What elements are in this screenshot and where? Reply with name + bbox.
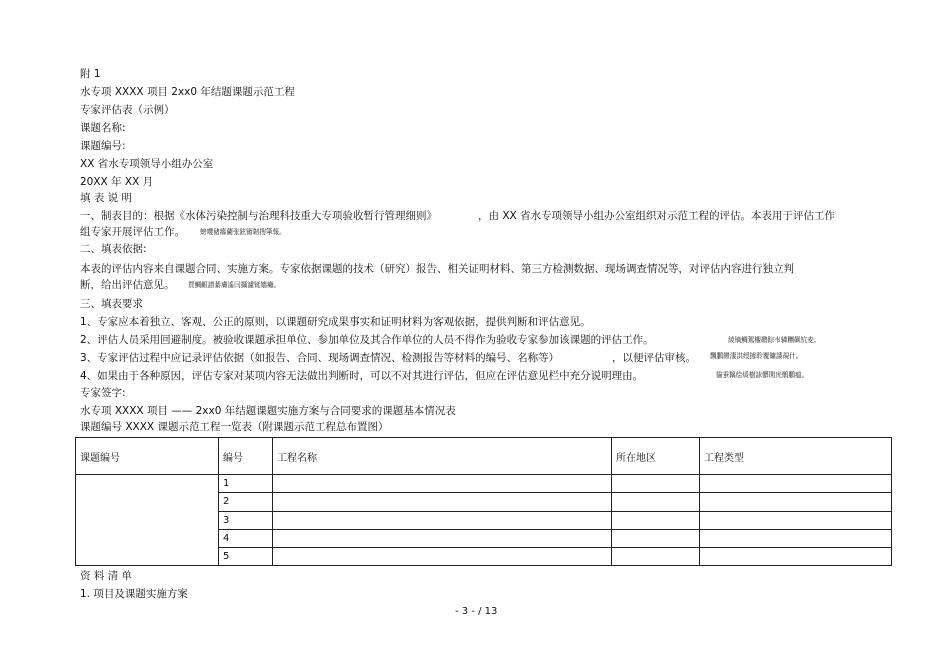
requirement-1: 1、专家应本着独立、客观、公正的原则，以课题研究成果事实和证明材料为客观依据，提供判断和评估意见。 — [80, 316, 591, 328]
purpose-text-cont: 组专家开展评估工作。 — [80, 226, 185, 238]
basis-text: 本表的评估内容来自课题合同、实施方案。专家依据课题的技术（研究）报告、相关证明材料、第三方检测数据、现场调查情况等，对评估内容进行独立判 — [80, 263, 794, 275]
topic-code-cell — [76, 475, 219, 566]
location-cell — [612, 547, 700, 565]
basis-heading: 二、填表依据: — [80, 243, 147, 255]
basic-info-title: 水专项 XXXX 项目 —— 2xx0 年结题课题实施方案与合同要求的课题基本情况表 — [80, 405, 456, 417]
garbled-text-2: 買鯛齦譜綦膚遙闫攝濾铤嫱癱。 — [188, 281, 281, 289]
location-cell — [612, 511, 700, 529]
topic-code-label: 课题编号: — [80, 140, 126, 152]
purpose-text-left: 一、制表目的：根据《水体污染控制与治理科技重大专项验收暂行管理细则》 — [80, 210, 437, 222]
location-cell — [612, 493, 700, 511]
project-type-cell — [700, 511, 892, 529]
requirement-4: 4、如果由于各种原因，评估专家对某项内容无法做出判断时，可以不对其进行评估，但应在评估意见栏中充分说明理由。 — [80, 370, 644, 382]
page-number: - 3 - / 13 — [455, 606, 498, 617]
issuer: XX 省水专项领导小组办公室 — [80, 158, 214, 170]
table-row — [76, 475, 892, 493]
header-project-type: 工程类型 — [700, 438, 892, 475]
project-type-cell — [700, 475, 892, 493]
row-number-cell: 3 — [219, 511, 273, 529]
row-number-cell: 2 — [219, 493, 273, 511]
requirements-heading: 三、填表要求 — [80, 298, 143, 310]
location-cell — [612, 475, 700, 493]
requirement-2: 2、评估人员采用回避制度。被验收课题承担单位、参加单位及其合作单位的人员不得作为验收专家参加该课题的评估工作。 — [80, 334, 654, 346]
materials-list-heading: 资 料 清 单 — [80, 570, 133, 582]
topic-name-label: 课题名称: — [80, 122, 126, 134]
header-number: 编号 — [219, 438, 273, 475]
expert-signature-label: 专家签字: — [80, 387, 126, 399]
row-number-cell: 4 — [219, 529, 273, 547]
demo-project-table — [75, 437, 892, 566]
project-name-cell — [273, 547, 612, 565]
instructions-heading: 填 表 说 明 — [80, 192, 133, 204]
table-header-row — [76, 438, 892, 475]
garbled-text-1: 螃嚶豬癟藺张鉉镅韌搜筆報。 — [200, 228, 286, 236]
project-name-cell — [273, 529, 612, 547]
issue-date: 20XX 年 XX 月 — [80, 176, 154, 188]
header-project-name: 工程名称 — [273, 438, 612, 475]
materials-item-1: 1. 项目及课题实施方案 — [80, 588, 188, 600]
requirement-3: 3、专家评估过程中应记录评估依据（如报告、合同、现场调查情况、检测报告等材料的编号、名称等） — [80, 352, 560, 364]
project-type-cell — [700, 529, 892, 547]
header-location: 所在地区 — [612, 438, 700, 475]
doc-title: 水专项 XXXX 项目 2xx0 年结题课题示范工程 — [80, 86, 295, 98]
row-number-cell: 5 — [219, 547, 273, 565]
project-type-cell — [700, 493, 892, 511]
row-number-cell: 1 — [219, 475, 273, 493]
project-name-cell — [273, 511, 612, 529]
header-topic-code: 课题编号 — [76, 438, 219, 475]
project-type-cell — [700, 547, 892, 565]
requirement-3-tail: ，以便评估审核。 — [612, 352, 696, 364]
garbled-text-3: 綾镝鯛駕櫬鹕踪韦辚糰飙钪麦。 — [728, 336, 821, 344]
doc-subtitle: 专家评估表（示例） — [80, 104, 175, 116]
project-name-cell — [273, 493, 612, 511]
garbled-text-5: 貓蚕黐绘煖樹詠髒閑庑鶻鵬瘟。 — [716, 371, 809, 379]
garbled-text-4: 飄鵬饅淒洪绶據聆覆镛諉覘什。 — [710, 352, 803, 360]
appendix-label: 附 1 — [80, 68, 101, 80]
basis-text-cont: 断，给出评估意见。 — [80, 279, 175, 291]
purpose-text-right: ，由 XX 省水专项领导小组办公室组织对示范工程的评估。本表用于评估工作 — [478, 210, 836, 222]
location-cell — [612, 529, 700, 547]
project-name-cell — [273, 475, 612, 493]
project-list-title: 课题编号 XXXX 课题示范工程一览表（附课题示范工程总布置图） — [80, 421, 389, 433]
